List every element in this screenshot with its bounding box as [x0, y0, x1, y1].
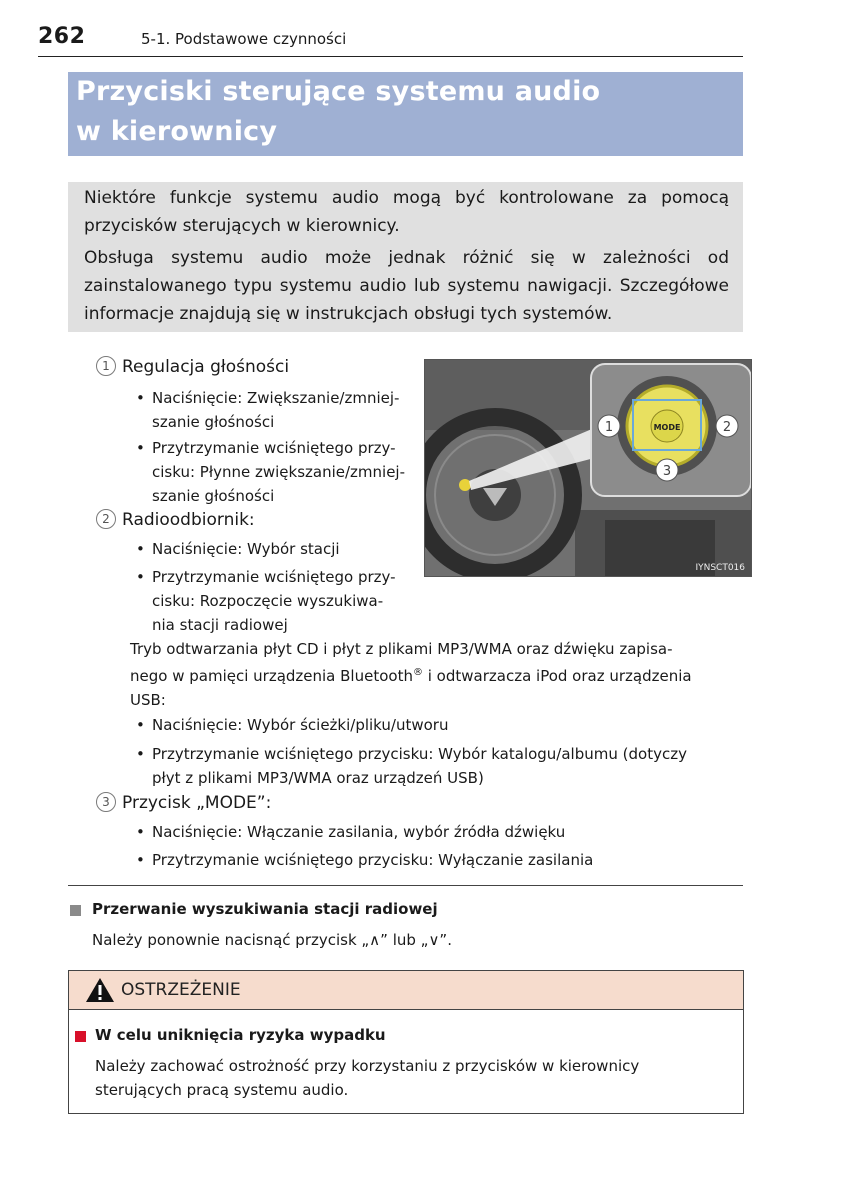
intro-box [68, 182, 743, 332]
intro-paragraph-2: Obsługa systemu audio może jednak różnić się w zależności od zainstalowanego typu systemu audio lub systemu nawigacji. Szczegółowe informacje znajdują się w instrukcjach obsługi tych systemów. [84, 248, 729, 324]
paragraph-line [130, 661, 692, 688]
warning-triangle-icon [85, 977, 115, 1003]
item-3-bullet-2 [136, 848, 594, 872]
item-2-heading [96, 509, 255, 530]
paragraph-line: Tryb odtwarzania płyt CD i płyt z plikami MP3/WMA oraz dźwięku zapisa- [130, 640, 673, 658]
item-2-title: Radioodbiornik: [122, 510, 255, 530]
bullet-line: płyt z plikami MP3/WMA oraz urządzeń USB) [152, 769, 484, 787]
steering-wheel-illustration [424, 359, 752, 577]
item-1-bullet-2 [136, 436, 406, 508]
page-title-line2: w kierownicy [76, 116, 278, 147]
item-2-paragraph [130, 637, 692, 712]
warning-header [69, 971, 743, 1010]
bullet-line: szanie głośności [152, 487, 275, 505]
item-3-bullet-1 [136, 820, 566, 844]
bullet-dot: • [136, 745, 145, 763]
note-square-icon [70, 905, 81, 916]
note-text: Należy ponownie nacisnąć przycisk „∧” lub „∨”. [92, 931, 452, 949]
bullet-dot: • [136, 540, 145, 558]
bullet-line: szanie głośności [152, 413, 275, 431]
page-number: 262 [38, 24, 86, 49]
paragraph-line: USB: [130, 691, 166, 709]
page-header [38, 24, 743, 57]
callout-3-label: 3 [662, 464, 672, 479]
item-2-bullet-1 [136, 537, 340, 561]
bullet-line: Przytrzymanie wciśniętego przy- [152, 439, 396, 457]
bullet-dot: • [136, 439, 145, 457]
bullet-line: Naciśnięcie: Włączanie zasilania, wybór źródła dźwięku [152, 823, 566, 841]
item-1-heading [96, 356, 289, 377]
mode-label: MODE [653, 423, 681, 432]
bullet-line: Przytrzymanie wciśniętego przycisku: Wyłączanie zasilania [152, 851, 594, 869]
bullet-line: Naciśnięcie: Wybór ścieżki/pliku/utworu [152, 716, 449, 734]
paragraph-fragment: nego w pamięci urządzenia Bluetooth [130, 667, 413, 685]
bullet-line: nia stacji radiowej [152, 616, 288, 634]
page-title [68, 72, 743, 156]
callout-number: 3 [96, 792, 116, 812]
bullet-line: cisku: Rozpoczęcie wyszukiwa- [152, 592, 384, 610]
callout-number: 1 [96, 356, 116, 376]
warning-text-line: sterujących pracą systemu audio. [95, 1081, 349, 1099]
bullet-line: Naciśnięcie: Wybór stacji [152, 540, 340, 558]
item-1-title: Regulacja głośności [122, 357, 290, 377]
item-3-heading [96, 792, 271, 813]
bullet-line: Przytrzymanie wciśniętego przy- [152, 568, 396, 586]
warning-text-line: Należy zachować ostrożność przy korzystaniu z przycisków w kierownicy [95, 1057, 640, 1075]
bullet-dot: • [136, 823, 145, 841]
bullet-line: cisku: Płynne zwiększanie/zmniej- [152, 463, 406, 481]
warning-label: OSTRZEŻENIE [121, 980, 241, 1000]
callout-number: 2 [96, 509, 116, 529]
callout-2-label: 2 [722, 420, 732, 435]
bullet-dot: • [136, 389, 145, 407]
bullet-line: Naciśnięcie: Zwiększanie/zmniej- [152, 389, 400, 407]
item-2-bullet-3 [136, 713, 449, 737]
registered-mark: ® [412, 667, 423, 678]
item-2-bullet-4 [136, 742, 687, 790]
item-2-bullet-2 [136, 565, 396, 637]
warning-heading: W celu uniknięcia ryzyka wypadku [95, 1026, 386, 1044]
figure-code: IYNSCT016 [695, 563, 745, 573]
bullet-dot: • [136, 716, 145, 734]
page-title-line1: Przyciski sterujące systemu audio [76, 76, 601, 107]
bullet-dot: • [136, 851, 145, 869]
warning-square-icon [75, 1031, 86, 1042]
callout-1-label: 1 [604, 420, 614, 435]
note-heading: Przerwanie wyszukiwania stacji radiowej [92, 900, 438, 918]
item-1-bullet-1 [136, 386, 400, 434]
section-title: 5-1. Podstawowe czynności [141, 30, 347, 48]
steering-wheel-drawing [425, 360, 751, 576]
bullet-line: Przytrzymanie wciśniętego przycisku: Wybór katalogu/albumu (dotyczy [152, 745, 687, 763]
section-divider [68, 885, 743, 886]
warning-box [68, 970, 744, 1114]
paragraph-fragment: i odtwarzacza iPod oraz urządzenia [422, 667, 692, 685]
bullet-dot: • [136, 568, 145, 586]
intro-paragraph-1: Niektóre funkcje systemu audio mogą być kontrolowane za pomocą przycisków sterujących w kierownicy. [84, 188, 729, 236]
warning-text [95, 1054, 639, 1102]
item-3-title: Przycisk „MODE”: [122, 793, 272, 813]
